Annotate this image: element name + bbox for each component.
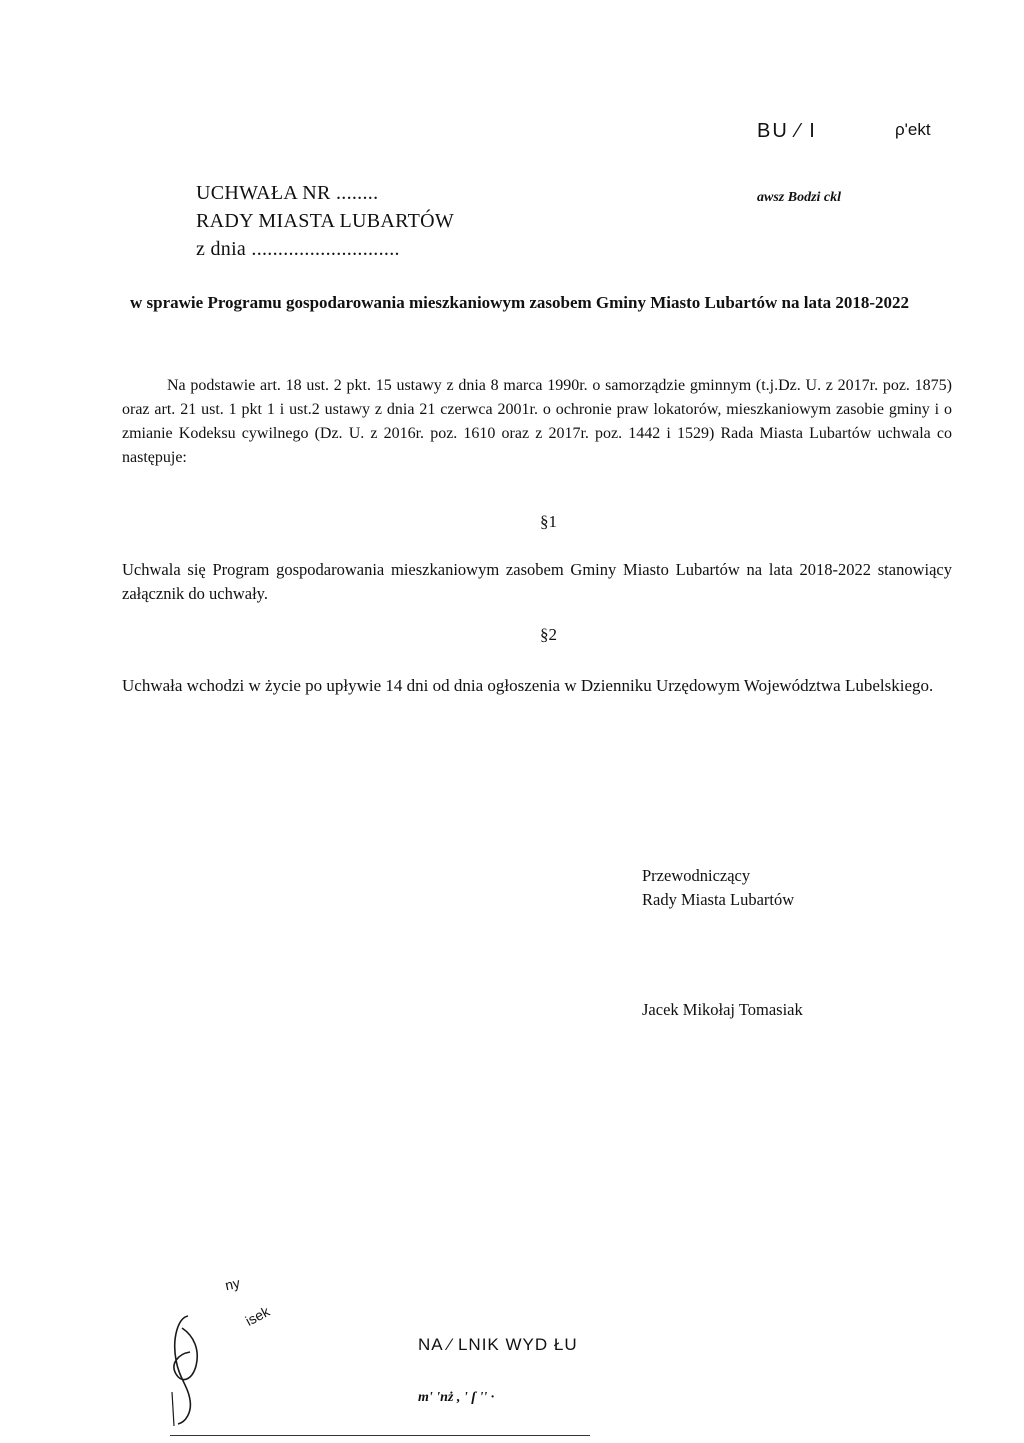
stamp-project-label: ρ'ekt	[895, 120, 931, 139]
signature-council: Rady Miasta Lubartów	[642, 890, 795, 909]
section-text: Uchwała wchodzi w życie po upływie 14 dni od dnia ogłoszenia w Dzienniku Urzędowym Województwa Lubelskiego.	[122, 676, 934, 695]
section-text: Uchwala się Program gospodarowania mieszkaniowym zasobem Gminy Miasto Lubartów na lata 2018-2022 stanowiący załącznik do uchwały.	[122, 560, 952, 603]
signature-role: Przewodniczący	[642, 866, 751, 885]
signature-name: Jacek Mikołaj Tomasiak	[642, 1000, 803, 1019]
signer-stamp: awsz Bodzi ckl	[757, 190, 842, 205]
bottom-divider	[170, 1435, 590, 1436]
handwritten-note: isek	[242, 1303, 273, 1329]
handwritten-note: ny	[223, 1274, 242, 1294]
handwritten-signature	[160, 1308, 220, 1428]
resolution-number: UCHWAŁA NR ........	[196, 182, 379, 204]
section-mark: §1	[540, 512, 557, 531]
footer-stamp-text: m' 'nż , ' ſ '' ·	[418, 1390, 495, 1405]
stamp-label: BU ⁄ I	[757, 120, 817, 142]
council-name: RADY MIASTA LUBARTÓW	[196, 210, 455, 232]
footer-stamp-title: NA ⁄ LNIK WYD ŁU	[418, 1335, 578, 1354]
resolution-date: z dnia ............................	[196, 238, 400, 260]
legal-basis: Na podstawie art. 18 ust. 2 pkt. 15 ustawy z dnia 8 marca 1990r. o samorządzie gminnym (t.j.Dz. U. z 2017r. poz. 1875) oraz art. 21 ust. 1 pkt 1 i ust.2 ustawy z dnia 21 czerwca 2001r. o ochronie praw lokatorów, mieszkaniowym zasobie gminy i o zmianie Kodeksu cywilnego (Dz. U. z 2016r. poz. 1610 oraz z 2017r. poz. 1442 i 1529) Rada Miasta Lubartów uchwala co następuje:	[122, 377, 952, 466]
subject: w sprawie Programu gospodarowania mieszkaniowym zasobem Gminy Miasto Lubartów na lata 2018-2022	[130, 293, 910, 312]
section-mark: §2	[540, 625, 557, 644]
